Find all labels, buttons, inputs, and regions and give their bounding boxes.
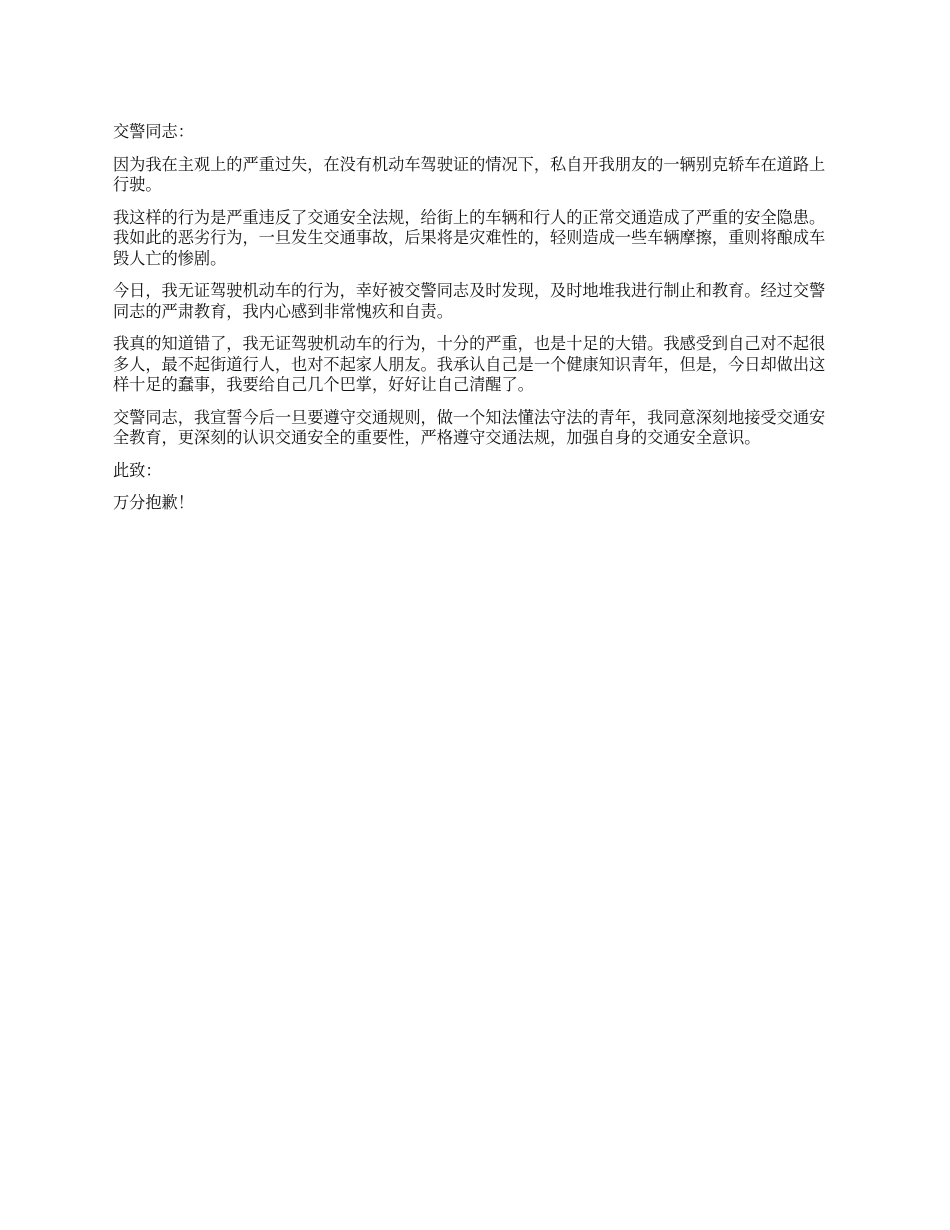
closing: 此致： [113,460,162,480]
paragraph-1: 因为我在主观上的严重过失，在没有机动车驾驶证的情况下，私自开我朋友的一辆别克轿车在道路上行驶。 [113,154,826,194]
salutation: 交警同志： [113,122,194,141]
paragraph-4: 我真的知道错了，我无证驾驶机动车的行为，十分的严重，也是十足的大错。我感受到自己对不起很多人，最不起街道行人，也对不起家人朋友。我承认自己是一个健康知识青年，但是，今日却做出这样十足的蠢事，我要给自己几个巴掌，好好让自己清醒了。 [113,334,826,394]
paragraph-5: 交警同志，我宣誓今后一旦要遵守交通规则，做一个知法懂法守法的青年，我同意深刻地接受交通安全教育，更深刻的认识交通安全的重要性，严格遵守交通法规，加强自身的交通安全意识。 [113,407,826,447]
document-body [113,122,839,526]
paragraph-2: 我这样的行为是严重违反了交通安全法规，给街上的车辆和行人的正常交通造成了严重的安全隐患。我如此的恶劣行为，一旦发生交通事故，后果将是灾难性的，轻则造成一些车辆摩擦，重则将酿成车毁人亡的惨剧。 [113,207,826,268]
paragraph-3: 今日，我无证驾驶机动车的行为，幸好被交警同志及时发现，及时地堆我进行制止和教育。经过交警同志的严肃教育，我内心感到非常愧疚和自责。 [113,281,826,321]
signoff: 万分抱歉！ [113,493,194,512]
